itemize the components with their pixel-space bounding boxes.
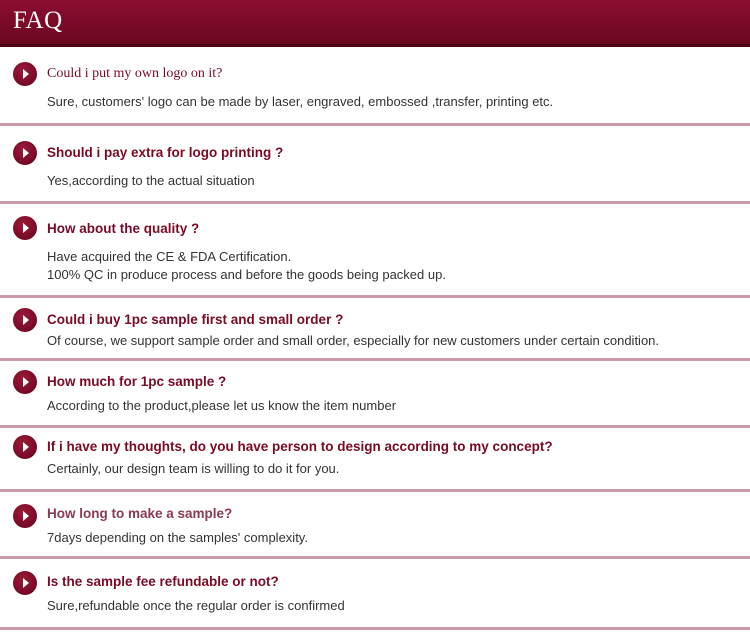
faq-question: Could i buy 1pc sample first and small order ?	[47, 312, 344, 327]
divider	[0, 627, 750, 630]
faq-answer: 100% QC in produce process and before the goods being packed up.	[47, 267, 446, 282]
divider	[0, 556, 750, 559]
faq-header	[0, 0, 750, 47]
faq-question: If i have my thoughts, do you have person to design according to my concept?	[47, 439, 553, 454]
divider	[0, 489, 750, 492]
chevron-right-icon	[13, 308, 37, 332]
chevron-right-icon	[13, 435, 37, 459]
divider	[0, 295, 750, 298]
faq-answer: Have acquired the CE & FDA Certification.	[47, 249, 292, 264]
faq-question: How about the quality ?	[47, 221, 200, 236]
faq-answer: Sure, customers' logo can be made by laser, engraved, embossed ,transfer, printing etc.	[47, 94, 554, 109]
divider	[0, 123, 750, 126]
faq-question: Should i pay extra for logo printing ?	[47, 145, 284, 160]
divider	[0, 201, 750, 204]
faq-answer: Of course, we support sample order and small order, especially for new customers under certain condition.	[47, 333, 660, 348]
divider	[0, 358, 750, 361]
chevron-right-icon	[13, 62, 37, 86]
faq-answer: Certainly, our design team is willing to do it for you.	[47, 461, 340, 476]
faq-answer: Sure,refundable once the regular order is confirmed	[47, 598, 345, 613]
faq-question: Could i put my own logo on it?	[47, 66, 223, 81]
chevron-right-icon	[13, 504, 37, 528]
chevron-right-icon	[13, 370, 37, 394]
chevron-right-icon	[13, 216, 37, 240]
faq-answer: Yes,according to the actual situation	[47, 173, 255, 188]
divider	[0, 425, 750, 428]
faq-answer: 7days depending on the samples' complexity.	[47, 530, 308, 545]
faq-question: How long to make a sample?	[47, 506, 233, 521]
chevron-right-icon	[13, 571, 37, 595]
page-title: FAQ	[13, 7, 63, 34]
faq-question: How much for 1pc sample ?	[47, 374, 227, 389]
chevron-right-icon	[13, 141, 37, 165]
faq-question: Is the sample fee refundable or not?	[47, 574, 279, 589]
faq-answer: According to the product,please let us know the item number	[47, 398, 397, 413]
